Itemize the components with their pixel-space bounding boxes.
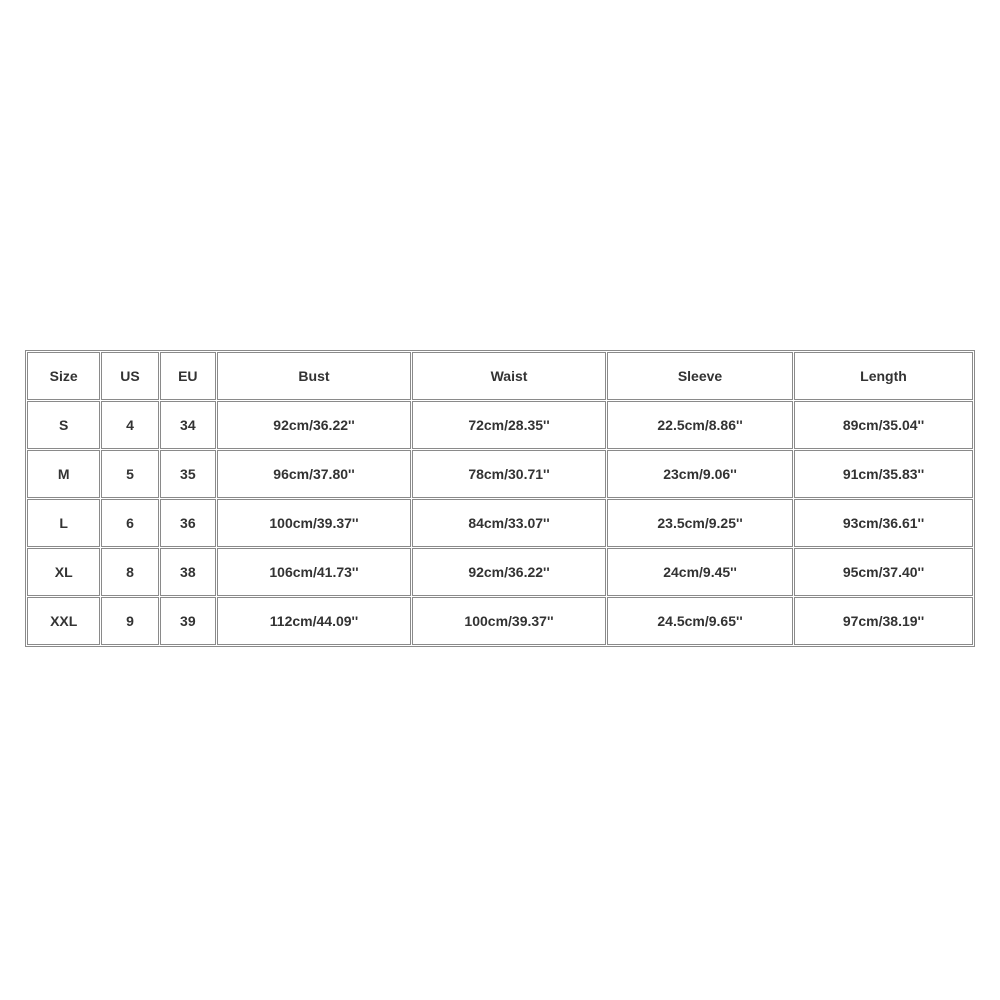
cell-length: 89cm/35.04'' bbox=[794, 401, 973, 449]
cell-sleeve: 24.5cm/9.65'' bbox=[607, 597, 793, 645]
cell-eu: 34 bbox=[160, 401, 216, 449]
table-row bbox=[27, 450, 973, 498]
cell-bust: 106cm/41.73'' bbox=[217, 548, 411, 596]
table-row bbox=[27, 597, 973, 645]
table-row bbox=[27, 401, 973, 449]
header-row bbox=[27, 352, 973, 400]
cell-length: 93cm/36.61'' bbox=[794, 499, 973, 547]
cell-waist: 100cm/39.37'' bbox=[412, 597, 606, 645]
header-sleeve: Sleeve bbox=[607, 352, 793, 400]
cell-length: 91cm/35.83'' bbox=[794, 450, 973, 498]
cell-eu: 39 bbox=[160, 597, 216, 645]
header-waist: Waist bbox=[412, 352, 606, 400]
cell-bust: 96cm/37.80'' bbox=[217, 450, 411, 498]
cell-size: S bbox=[27, 401, 100, 449]
cell-us: 5 bbox=[101, 450, 158, 498]
cell-waist: 78cm/30.71'' bbox=[412, 450, 606, 498]
cell-bust: 100cm/39.37'' bbox=[217, 499, 411, 547]
cell-us: 4 bbox=[101, 401, 158, 449]
header-us: US bbox=[101, 352, 158, 400]
cell-eu: 35 bbox=[160, 450, 216, 498]
header-size: Size bbox=[27, 352, 100, 400]
cell-size: XL bbox=[27, 548, 100, 596]
table-row bbox=[27, 548, 973, 596]
cell-waist: 84cm/33.07'' bbox=[412, 499, 606, 547]
cell-bust: 112cm/44.09'' bbox=[217, 597, 411, 645]
cell-us: 6 bbox=[101, 499, 158, 547]
cell-sleeve: 22.5cm/8.86'' bbox=[607, 401, 793, 449]
cell-length: 97cm/38.19'' bbox=[794, 597, 973, 645]
cell-waist: 92cm/36.22'' bbox=[412, 548, 606, 596]
header-bust: Bust bbox=[217, 352, 411, 400]
cell-size: M bbox=[27, 450, 100, 498]
cell-us: 9 bbox=[101, 597, 158, 645]
cell-size: XXL bbox=[27, 597, 100, 645]
header-length: Length bbox=[794, 352, 973, 400]
cell-us: 8 bbox=[101, 548, 158, 596]
cell-eu: 36 bbox=[160, 499, 216, 547]
cell-size: L bbox=[27, 499, 100, 547]
cell-sleeve: 23.5cm/9.25'' bbox=[607, 499, 793, 547]
table-row bbox=[27, 499, 973, 547]
size-chart-table bbox=[25, 350, 975, 647]
cell-bust: 92cm/36.22'' bbox=[217, 401, 411, 449]
header-eu: EU bbox=[160, 352, 216, 400]
cell-sleeve: 24cm/9.45'' bbox=[607, 548, 793, 596]
cell-waist: 72cm/28.35'' bbox=[412, 401, 606, 449]
cell-length: 95cm/37.40'' bbox=[794, 548, 973, 596]
cell-eu: 38 bbox=[160, 548, 216, 596]
cell-sleeve: 23cm/9.06'' bbox=[607, 450, 793, 498]
